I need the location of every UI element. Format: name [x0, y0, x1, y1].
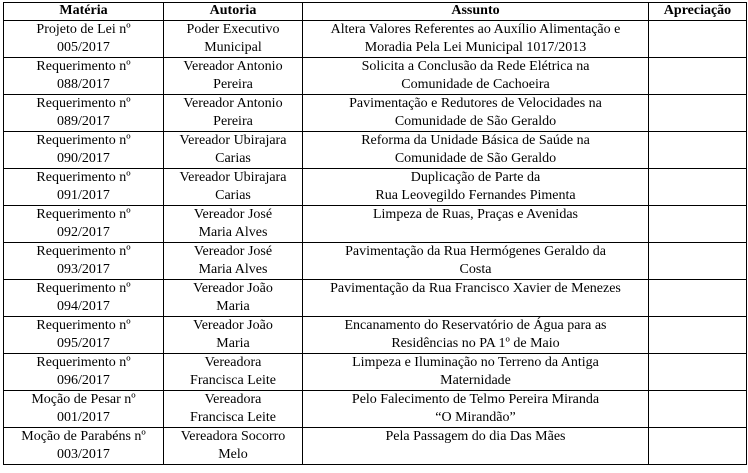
materia-cell [4, 317, 164, 354]
materia-cell [4, 206, 164, 243]
table-row [4, 132, 747, 169]
apreciacao-cell [649, 132, 747, 169]
materia-line: Requerimento nº [36, 207, 131, 222]
autoria-cell [164, 391, 303, 428]
autoria-line: Maria [216, 299, 250, 314]
assunto-line: Limpeza de Ruas, Praças e Avenidas [372, 207, 578, 222]
materia-line: Requerimento nº [36, 59, 131, 74]
materia-cell [4, 391, 164, 428]
table-row [4, 58, 747, 95]
assunto-line: Pavimentação da Rua Francisco Xavier de Menezes [330, 281, 621, 296]
table-row [4, 280, 747, 317]
materia-line: 092/2017 [57, 225, 110, 240]
autoria-line: Vereador José [193, 207, 273, 222]
apreciacao-cell [649, 391, 747, 428]
assunto-cell [303, 428, 649, 465]
agenda-table [3, 2, 747, 465]
autoria-cell [164, 317, 303, 354]
header-materia: Matéria [4, 3, 164, 21]
assunto-line: Comunidade de São Geraldo [394, 151, 557, 166]
assunto-line: Moradia Pela Lei Municipal 1017/2013 [364, 40, 587, 55]
assunto-line: Solicita a Conclusão da Rede Elétrica na [361, 59, 590, 74]
materia-line: 001/2017 [57, 410, 110, 425]
materia-line: 093/2017 [57, 262, 110, 277]
assunto-line: Altera Valores Referentes ao Auxílio Alimentação e [330, 22, 621, 37]
assunto-line: Limpeza e Iluminação no Terreno da Antiga [352, 355, 599, 370]
assunto-line: Pavimentação e Redutores de Velocidades na [349, 96, 602, 111]
assunto-cell [303, 169, 649, 206]
autoria-line: Carias [215, 151, 251, 166]
autoria-line: Vereador Ubirajara [179, 170, 287, 185]
materia-cell [4, 58, 164, 95]
apreciacao-cell [649, 206, 747, 243]
materia-line: Requerimento nº [36, 244, 131, 259]
autoria-cell [164, 206, 303, 243]
materia-line: Requerimento nº [36, 96, 131, 111]
materia-cell [4, 132, 164, 169]
materia-cell [4, 354, 164, 391]
table-header-row [4, 3, 747, 21]
assunto-line: Comunidade de São Geraldo [394, 114, 557, 129]
materia-line: Requerimento nº [36, 133, 131, 148]
autoria-cell [164, 21, 303, 58]
materia-cell [4, 95, 164, 132]
autoria-line: Francisca Leite [190, 373, 276, 388]
assunto-line: Pelo Falecimento de Telmo Pereira Miranda [351, 392, 600, 407]
materia-line: 005/2017 [57, 40, 110, 55]
assunto-cell [303, 354, 649, 391]
autoria-line: Vereadora [204, 392, 262, 407]
assunto-cell [303, 95, 649, 132]
apreciacao-cell [649, 428, 747, 465]
autoria-line: Vereador Antonio [183, 59, 283, 74]
materia-line: 091/2017 [57, 188, 110, 203]
table-row [4, 21, 747, 58]
apreciacao-cell [649, 21, 747, 58]
autoria-cell [164, 280, 303, 317]
assunto-line: Costa [459, 262, 492, 277]
autoria-line: Pereira [213, 77, 253, 92]
autoria-line: Pereira [213, 114, 253, 129]
autoria-line: Vereador João [193, 318, 273, 333]
table-row [4, 391, 747, 428]
autoria-cell [164, 169, 303, 206]
materia-line: Moção de Parabéns nº [21, 429, 146, 444]
apreciacao-cell [649, 95, 747, 132]
materia-line: Projeto de Lei nº [36, 22, 131, 37]
materia-line: 003/2017 [57, 447, 110, 462]
materia-line: 094/2017 [57, 299, 110, 314]
assunto-cell [303, 58, 649, 95]
autoria-line: Vereadora Socorro [180, 429, 286, 444]
assunto-cell [303, 317, 649, 354]
header-apreciacao: Apreciação [649, 3, 747, 21]
materia-line: Moção de Pesar nº [31, 392, 136, 407]
materia-line: Requerimento nº [36, 281, 131, 296]
materia-cell [4, 169, 164, 206]
materia-line: 095/2017 [57, 336, 110, 351]
autoria-cell [164, 132, 303, 169]
autoria-line: Maria [216, 336, 250, 351]
assunto-line: Encanamento do Reservatório de Água para as [344, 318, 607, 333]
table-row [4, 169, 747, 206]
autoria-line: Poder Executivo [186, 22, 280, 37]
autoria-line: Maria Alves [198, 262, 268, 277]
header-assunto: Assunto [303, 3, 649, 21]
autoria-line: Francisca Leite [190, 410, 276, 425]
materia-cell [4, 21, 164, 58]
table-row [4, 428, 747, 465]
autoria-line: Vereador José [193, 244, 273, 259]
materia-line: Requerimento nº [36, 355, 131, 370]
autoria-line: Municipal [204, 40, 262, 55]
materia-line: 088/2017 [57, 77, 110, 92]
table-row [4, 317, 747, 354]
table-body [4, 21, 747, 465]
apreciacao-cell [649, 354, 747, 391]
apreciacao-cell [649, 280, 747, 317]
autoria-line: Vereador Antonio [183, 96, 283, 111]
assunto-cell [303, 280, 649, 317]
assunto-line: Pavimentação da Rua Hermógenes Geraldo da [345, 244, 606, 259]
assunto-cell [303, 132, 649, 169]
header-autoria: Autoria [164, 3, 303, 21]
assunto-line: Maternidade [440, 373, 511, 388]
materia-line: 090/2017 [57, 151, 110, 166]
assunto-line: Pela Passagem do dia Das Mães [385, 429, 566, 444]
assunto-cell [303, 391, 649, 428]
assunto-cell [303, 243, 649, 280]
autoria-cell [164, 428, 303, 465]
autoria-cell [164, 243, 303, 280]
apreciacao-cell [649, 58, 747, 95]
assunto-line: Duplicação de Parte da [410, 170, 541, 185]
autoria-cell [164, 95, 303, 132]
autoria-line: Vereador Ubirajara [179, 133, 287, 148]
apreciacao-cell [649, 169, 747, 206]
materia-line: Requerimento nº [36, 170, 131, 185]
assunto-cell [303, 206, 649, 243]
assunto-line: Reforma da Unidade Básica de Saúde na [361, 133, 590, 148]
table-row [4, 243, 747, 280]
autoria-line: Melo [218, 447, 248, 462]
apreciacao-cell [649, 317, 747, 354]
apreciacao-cell [649, 243, 747, 280]
autoria-line: Carias [215, 188, 251, 203]
assunto-line: “O Mirandão” [435, 410, 516, 425]
autoria-cell [164, 354, 303, 391]
materia-line: 089/2017 [57, 114, 110, 129]
materia-line: Requerimento nº [36, 318, 131, 333]
table-row [4, 354, 747, 391]
materia-cell [4, 243, 164, 280]
autoria-cell [164, 58, 303, 95]
materia-line: 096/2017 [57, 373, 110, 388]
table-row [4, 95, 747, 132]
assunto-line: Residências no PA 1º de Maio [391, 336, 560, 351]
autoria-line: Vereador João [193, 281, 273, 296]
assunto-cell [303, 21, 649, 58]
materia-cell [4, 428, 164, 465]
autoria-line: Vereadora [204, 355, 262, 370]
autoria-line: Maria Alves [198, 225, 268, 240]
assunto-line: Comunidade de Cachoeira [401, 77, 550, 92]
assunto-line: Rua Leovegildo Fernandes Pimenta [375, 188, 576, 203]
materia-cell [4, 280, 164, 317]
table-row [4, 206, 747, 243]
